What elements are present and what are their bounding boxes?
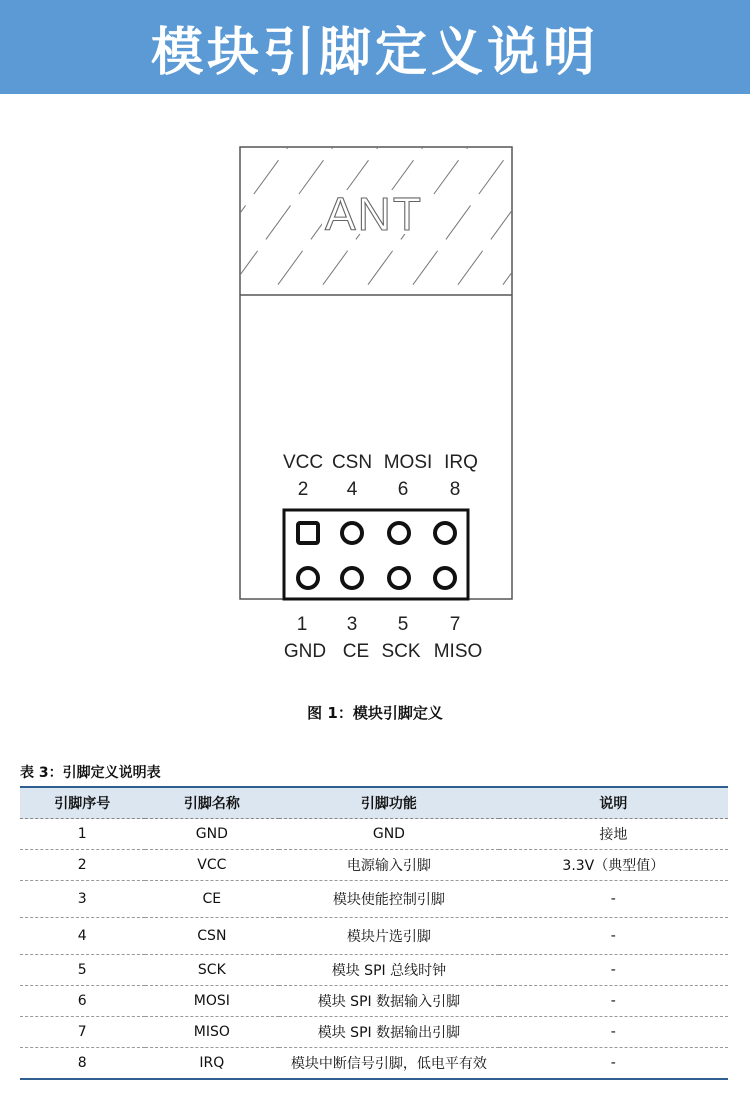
pin-number-5: 5: [397, 614, 409, 635]
cell-description: -: [499, 986, 728, 1017]
pin-7-pad: [435, 568, 455, 588]
table-row: [20, 955, 728, 986]
pin-name-vcc: VCC: [282, 452, 324, 473]
cell-description: 接地: [499, 819, 728, 850]
cell-pin-name: MISO: [145, 1017, 280, 1048]
cell-description: -: [499, 881, 728, 918]
cell-pin-number: 3: [20, 881, 145, 918]
pin-number-6: 6: [397, 479, 409, 500]
cell-pin-number: 6: [20, 986, 145, 1017]
header-pin-function: 引脚功能: [279, 787, 498, 819]
header-pin-number: 引脚序号: [20, 787, 145, 819]
cell-pin-name: SCK: [145, 955, 280, 986]
table-row: [20, 918, 728, 955]
table-caption: 表 3：引脚定义说明表: [20, 765, 161, 781]
table-row: [20, 986, 728, 1017]
header-pin-name: 引脚名称: [145, 787, 280, 819]
pin-number-2: 2: [297, 479, 309, 500]
pin-number-3: 3: [346, 614, 358, 635]
cell-pin-function: 模块片选引脚: [279, 918, 498, 955]
cell-pin-function: 电源输入引脚: [279, 850, 498, 881]
pin-5-pad: [389, 568, 409, 588]
header-description: 说明: [499, 787, 728, 819]
cell-pin-number: 1: [20, 819, 145, 850]
cell-pin-function: 模块 SPI 数据输入引脚: [279, 986, 498, 1017]
table-row: [20, 850, 728, 881]
pin-name-csn: CSN: [331, 452, 373, 473]
cell-pin-name: CSN: [145, 918, 280, 955]
pin-name-sck: SCK: [381, 641, 421, 662]
table-row: [20, 881, 728, 918]
cell-description: -: [499, 1017, 728, 1048]
pin-name-miso: MISO: [433, 641, 483, 662]
cell-pin-function: GND: [279, 819, 498, 850]
cell-pin-name: VCC: [145, 850, 280, 881]
cell-pin-name: GND: [145, 819, 280, 850]
cell-pin-name: MOSI: [145, 986, 280, 1017]
pin-number-8: 8: [449, 479, 461, 500]
cell-pin-name: CE: [145, 881, 280, 918]
table-row: [20, 819, 728, 850]
cell-pin-function: 模块使能控制引脚: [279, 881, 498, 918]
page-title: 模块引脚定义说明: [150, 22, 599, 83]
table-header-row: [20, 787, 728, 819]
pin-number-7: 7: [449, 614, 461, 635]
cell-pin-function: 模块 SPI 总线时钟: [279, 955, 498, 986]
pin-1-pad: [298, 568, 318, 588]
cell-description: -: [499, 918, 728, 955]
cell-description: -: [610, 1055, 616, 1071]
pin-name-gnd: GND: [283, 641, 327, 662]
antenna-label: ANT: [325, 188, 423, 240]
pin-8-pad: [435, 523, 455, 543]
cell-pin-number: 4: [20, 918, 145, 955]
cell-pin-number: 2: [20, 850, 145, 881]
table-row: [20, 1017, 728, 1048]
pin-number-1: 1: [296, 614, 308, 635]
cell-description: 3.3V（典型值）: [499, 850, 728, 881]
pin-2-square-pad: [298, 523, 318, 543]
pin-definition-table: [20, 786, 728, 1080]
cell-pin-number: 8: [77, 1055, 87, 1071]
table-row: [20, 1048, 728, 1080]
pin-name-mosi: MOSI: [383, 452, 433, 473]
figure-caption: 图 1：模块引脚定义: [307, 704, 443, 722]
cell-pin-number: 5: [20, 955, 145, 986]
pin-number-4: 4: [346, 479, 358, 500]
cell-pin-function: 模块 SPI 数据输出引脚: [279, 1017, 498, 1048]
cell-pin-name: IRQ: [199, 1055, 225, 1071]
pin-name-irq: IRQ: [444, 452, 478, 473]
pin-name-ce: CE: [342, 641, 370, 662]
cell-description: -: [499, 955, 728, 986]
pin-3-pad: [342, 568, 362, 588]
cell-pin-number: 7: [20, 1017, 145, 1048]
pin-6-pad: [389, 523, 409, 543]
pin-4-pad: [342, 523, 362, 543]
cell-pin-function: 模块中断信号引脚，低电平有效: [290, 1056, 487, 1072]
